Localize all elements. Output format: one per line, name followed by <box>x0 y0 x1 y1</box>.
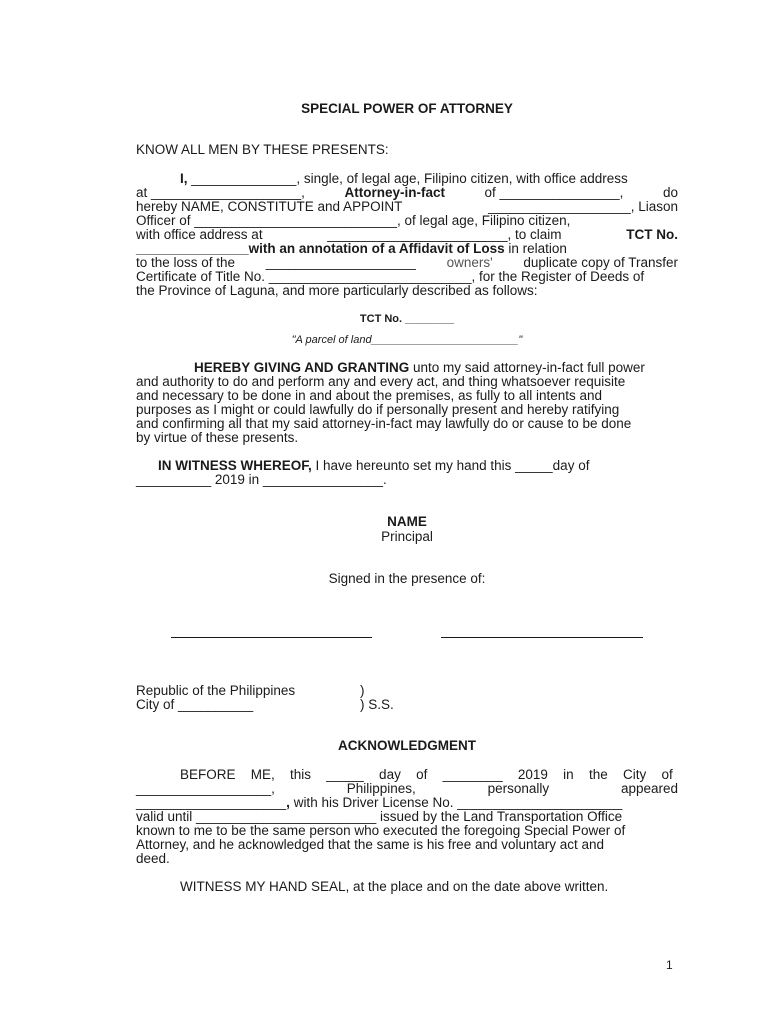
parcel-description: "A parcel of land________________________" <box>291 334 523 346</box>
p3-in-witness: IN WITNESS WHEREOF, <box>158 458 312 473</box>
p1-l5b: ________________________, to claim <box>327 227 562 242</box>
p1-l3b: ___________________, Liason <box>488 199 678 214</box>
ack-line-3 <box>136 795 678 810</box>
p2-l1-text: unto my said attorney-in-fact full power <box>409 360 645 375</box>
p1-l6-text: in relation <box>504 241 567 256</box>
page-number: 1 <box>666 958 673 972</box>
p1-line-3 <box>136 199 678 214</box>
p2-bold-lead: HEREBY GIVING AND GRANTING <box>194 360 410 375</box>
p1-l2a: at ____________________, <box>136 185 305 200</box>
p1-line-7 <box>136 255 678 270</box>
venue-paren-1: ) <box>360 683 365 698</box>
tct-number-label: TCT No. ________ <box>359 313 455 325</box>
intro-line: KNOW ALL MEN BY THESE PRESENTS: <box>136 142 389 157</box>
p2-line-3: and necessary to be done in and about the premises, as fully to all intents and <box>136 388 603 403</box>
p1-tct-no: TCT No. <box>626 227 678 242</box>
ack-l2a: __________________, <box>136 781 275 796</box>
p1-line-5 <box>136 227 678 242</box>
p1-line-2 <box>136 185 678 200</box>
witness-signature-line-2 <box>441 637 643 638</box>
p3-line-2: __________ 2019 in ________________. <box>136 472 387 487</box>
p1-affidavit-annotation: _______________with an annotation of a Affidavit of Loss <box>136 241 505 256</box>
ack-line-4: valid until ________________________ issued by the Land Transportation Office <box>136 809 623 824</box>
ack-line-6: Attorney, and he acknowledged that the same is his free and voluntary act and <box>136 837 605 852</box>
p1-line-8: Certificate of Title No. ___________________________, for the Register of Deeds of <box>136 269 645 284</box>
p1-l2b: of ________________, <box>484 185 624 200</box>
p1-l1-text: ______________, single, of legal age, Filipino citizen, with office address <box>187 171 628 186</box>
ack-line-2 <box>136 781 678 796</box>
p1-attorney-in-fact: Attorney-in-fact <box>344 185 445 200</box>
ack-l3a: ____________________ <box>136 795 287 810</box>
ack-l2d: appeared <box>620 781 678 796</box>
p1-l7c: owners' <box>446 255 493 270</box>
p2-line-2: and authority to do and perform any and every act, and thing whatsoever requisite <box>136 374 626 389</box>
p2-line-6: by virtue of these presents. <box>136 430 299 445</box>
ack-l3-comma: , <box>286 795 290 810</box>
p1-i: I, <box>180 171 188 186</box>
ack-line-7: deed. <box>136 851 170 866</box>
venue-line-2 <box>136 697 678 712</box>
p1-l3a: hereby NAME, CONSTITUTE and APPOINT <box>136 199 403 214</box>
venue-city: City of __________ <box>136 697 254 712</box>
p2-line-1 <box>136 360 678 375</box>
p2-line-5: and confirming all that my said attorney-in-fact may lawfully do or cause to be done <box>136 416 632 431</box>
signed-in-presence: Signed in the presence of: <box>328 571 486 586</box>
p2-line-4: purposes as I might or could lawfully do if personally present and hereby ratifying <box>136 402 620 417</box>
ack-l2b: Philippines, <box>346 781 416 796</box>
venue-ss: ) S.S. <box>360 697 394 712</box>
p1-line-4: Officer of ___________________________, of legal age, Filipino citizen, <box>136 213 571 228</box>
ack-l3b: with his Driver License No. ______________________ <box>289 795 623 810</box>
p1-line-9: the Province of Laguna, and more particularly described as follows: <box>136 283 538 298</box>
p1-line-6 <box>136 241 678 256</box>
principal-role: Principal <box>381 529 433 544</box>
venue-country: Republic of the Philippines <box>136 683 296 698</box>
ack-line-5: known to me to be the same person who executed the foregoing Special Power of <box>136 823 626 838</box>
witness-signature-line-1 <box>171 637 372 638</box>
witness-seal-line: WITNESS MY HAND SEAL, at the place and on the date above written. <box>180 879 609 894</box>
p3-line-1 <box>136 458 678 473</box>
p3-l1-text: I have hereunto set my hand this _____day of <box>311 458 590 473</box>
principal-name: NAME <box>387 514 427 529</box>
p1-l5a: with office address at <box>136 227 263 242</box>
ack-line-1: BEFORE ME, this _____ day of ________ 2019 in the City of <box>180 767 673 782</box>
document-title: SPECIAL POWER OF ATTORNEY <box>301 101 513 116</box>
p1-l2c: do <box>662 185 678 200</box>
acknowledgment-title: ACKNOWLEDGMENT <box>338 738 476 753</box>
p1-l7d: duplicate copy of Transfer <box>523 255 678 270</box>
p1-l7b: ____________________ <box>265 255 416 270</box>
p1-l7a: to the loss of the <box>136 255 236 270</box>
ack-l2c: personally <box>487 781 550 796</box>
p1-line-1 <box>136 171 678 186</box>
venue-line-1 <box>136 683 678 698</box>
